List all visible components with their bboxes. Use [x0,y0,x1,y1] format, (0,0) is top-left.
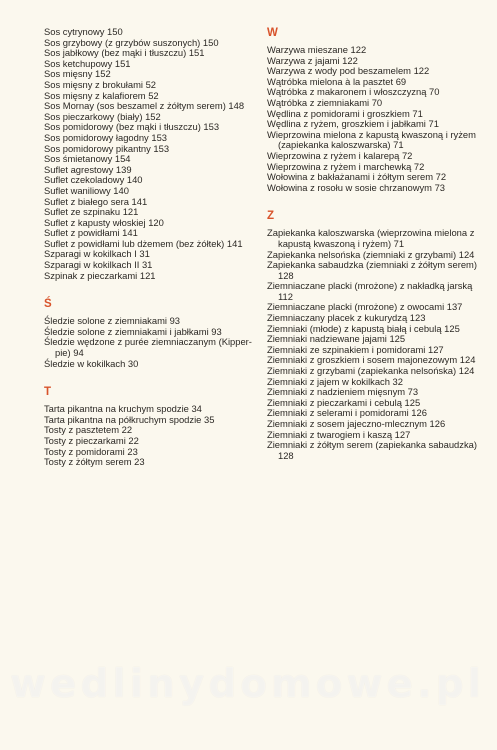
index-entry: Ziemniaki ze szpinakiem i pomidorami 127 [267,343,444,355]
index-entry: Zapiekanka sabaudzka (ziemniaki z żółtym serem) 128 [267,259,477,281]
index-entry: Tosty z pieczarkami 22 [44,435,139,446]
index-entry: Warzywa z wody pod beszamelem 122 [267,65,430,77]
index-entry: Wędlina z pomidorami i groszkiem 71 [267,107,423,119]
index-entry: Tosty z pasztetem 22 [44,424,133,436]
index-entry: Wątróbka mielona à la pasztet 69 [267,75,407,87]
index-entry: Ziemniaczane placki (mrożone) z nakładką jarską 112 [267,280,473,302]
index-entry: Sos pieczarkowy (biały) 152 [44,110,161,122]
index-entry: Szpinak z pieczarkami 121 [44,269,156,281]
section-letter-s-acute: Ś [44,298,52,311]
index-entry: Suflet czekoladowy 140 [44,174,143,186]
index-entry: Suflet z kapusty włoskiej 120 [44,216,164,228]
index-list-t [44,404,259,468]
index-entry: Ziemniaki z selerami i pomidorami 126 [267,407,427,419]
section-letter-w: W [267,27,278,39]
index-entry: Suflet z białego sera 141 [44,195,148,207]
index-entry: Śledzie solone z ziemniakami i jabłkami 93 [44,325,222,337]
index-entry: Wieprzowina z ryżem i marchewką 72 [267,160,425,172]
index-entry: Warzywa z jajami 122 [267,54,358,66]
index-entry: Wieprzowina mielona z kapustą kwaszoną i ryżem (zapiekanka kaloszwarska) 71 [267,128,476,151]
index-entry: Wędlina z ryżem, groszkiem i jabłkami 71 [267,118,439,130]
index-entry: Tarta pikantna na kruchym spodzie 34 [44,403,202,415]
index-entry: Suflet agrestowy 139 [44,163,132,175]
index-entry: Ziemniaczany placek z kukurydzą 123 [267,312,426,324]
section-letter-z: Z [267,210,275,223]
index-entry: Śledzie solone z ziemniakami 93 [44,315,181,327]
index-entry: Ziemniaki nadziewane jajami 125 [267,333,406,345]
index-entry: Szparagi w kokilkach II 31 [44,259,153,271]
index-entry: Śledzie w kokilkach 30 [44,357,139,369]
index-entry: Ziemniaki z nadzieniem mięsnym 73 [267,386,419,398]
index-entry: Sos pomidorowy pikantny 153 [44,142,170,154]
index-entry: Sos cytrynowy 150 [44,26,123,37]
index-entry: Suflet ze szpinaku 121 [44,206,139,218]
index-column-left [44,27,259,468]
index-entry: Tosty z żółtym serem 23 [44,456,145,468]
index-entry: Sos mięsny 152 [44,68,111,80]
index-entry: Sos mięsny z brokułami 52 [44,78,157,90]
index-entry: Sos jabłkowy (bez mąki i tłuszczu) 151 [44,47,205,59]
index-entry: Sos śmietanowy 154 [44,153,131,165]
index-entry: Sos mięsny z kalafiorem 52 [44,89,159,101]
index-entry: Sos Mornay (sos beszamel z żółtym serem) 148 [44,100,245,112]
index-entry: Wątróbka z ziemniakami 70 [267,96,383,108]
index-entry: Wołowina z rosołu w sosie chrzanowym 73 [267,181,446,193]
index-entry: Ziemniaki z twarogiem i kaszą 127 [267,428,411,440]
index-entry: Ziemniaki z żółtym serem (zapiekanka sabaudzka) 128 [267,439,477,461]
index-list-z [267,228,479,461]
index-entry: Tosty z pomidorami 23 [44,445,138,457]
index-entry: Wołowina z bakłażanami i żółtym serem 72 [267,171,447,183]
watermark: wedlinydomowe.pl [10,662,486,707]
index-entry: Ziemniaki z sosem jajeczno-mlecznym 126 [267,418,446,429]
index-entry: Suflet z powidłami lub dżemem (bez żółtek) 141 [44,237,243,249]
index-entry: Ziemniaki z pieczarkami i cebulą 125 [267,396,421,408]
index-entry: Tarta pikantna na półkruchym spodzie 35 [44,413,215,425]
index-list-s-acute [44,316,259,369]
index-entry: Wieprzowina z ryżem i kalarepą 72 [267,149,413,161]
section-letter-t: T [44,386,52,399]
index-entry: Zapiekanka nelsońska (ziemniaki z grzybami) 124 [267,248,475,260]
index-entry: Warzywa mieszane 122 [267,44,367,55]
index-entry: Sos pomidorowy (bez mąki i tłuszczu) 153 [44,121,220,133]
index-entry: Ziemniaki (młode) z kapustą białą i cebulą 125 [267,322,460,334]
index-entry: Ziemniaki z groszkiem i sosem majonezowym 124 [267,354,476,366]
index-entry: Ziemniaki z jajem w kokilkach 32 [267,375,403,387]
index-entry: Sos pomidorowy łagodny 153 [44,131,167,143]
index-entry: Sos ketchupowy 151 [44,57,131,69]
index-entry: Śledzie wędzone z purée ziemniaczanym (Kipper-pie) 94 [44,336,252,359]
index-list-s [44,27,259,281]
index-entry: Szparagi w kokilkach I 31 [44,248,150,260]
index-entry: Ziemniaczane placki (mrożone) z owocami 137 [267,301,463,313]
index-column-right [267,27,479,461]
index-entry: Zapiekanka kaloszwarska (wieprzowina mielona z kapustą kwaszoną i ryżem) 71 [267,227,475,249]
index-entry: Suflet z powidłami 141 [44,227,138,239]
index-list-w [267,45,479,193]
index-entry: Suflet waniliowy 140 [44,184,129,196]
index-entry: Wątróbka z makaronem i włoszczyzną 70 [267,86,440,98]
index-entry: Ziemniaki z grzybami (zapiekanka nelsońska) 124 [267,365,475,377]
index-entry: Sos grzybowy (z grzybów suszonych) 150 [44,36,219,48]
